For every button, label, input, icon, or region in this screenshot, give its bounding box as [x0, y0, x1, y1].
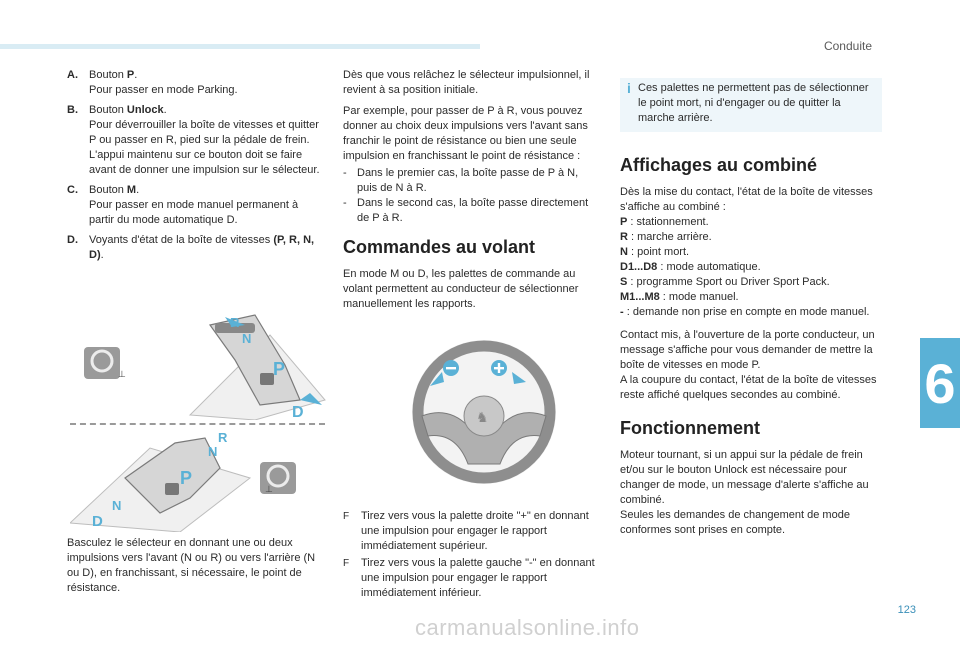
section-heading-display: Affichages au combiné [620, 155, 818, 175]
svg-text:N: N [112, 498, 122, 513]
chapter-tab: 6 [920, 338, 960, 428]
state-item: S : programme Sport ou Driver Sport Pack. [620, 276, 830, 288]
left-column [67, 68, 325, 268]
instruction-item: F Tirez vers vous la palette droite "+" en donnant une impulsion pour engager le rapport immédiatement supérieur. [343, 510, 589, 552]
state-item: N : point mort. [620, 246, 690, 258]
info-note-text: Ces palettes ne permettent pas de sélectionner le point mort, ni d'engager ou de quitter la marche arrière. [638, 82, 869, 124]
definition-text: Pour passer en mode manuel permanent à partir du mode automatique D. [89, 199, 299, 226]
state-list [620, 215, 882, 320]
operation-paragraph-2: Seules les demandes de changement de mode conformes sont prises en compte. [620, 509, 850, 536]
gear-selector-illustration-bottom [70, 428, 330, 532]
state-item: D1...D8 : mode automatique. [620, 261, 761, 273]
contact-paragraph: Contact mis, à l'ouverture de la porte conducteur, un message s'affiche pour vous demander de mettre la boîte de vitesses en mode P. [620, 329, 875, 371]
info-note [620, 78, 882, 132]
dash-item: - Dans le second cas, la boîte passe directement de P à R. [343, 197, 589, 224]
definition-text-2: L'appui maintenu sur ce bouton doit se faire avant de donner une impulsion sur le sélecteur. [89, 149, 320, 176]
svg-text:R: R [230, 315, 240, 330]
definition-key: C. [67, 184, 78, 196]
display-intro: Dès la mise du contact, l'état de la boîte de vitesses s'affiche au combiné : [620, 186, 873, 213]
svg-text:♞: ♞ [476, 409, 489, 425]
header-accent-bar [0, 44, 480, 49]
shutdown-paragraph: A la coupure du contact, l'état de la boîte de vitesses reste affiché quelques secondes au combiné. [620, 374, 877, 401]
state-item: P : stationnement. [620, 216, 709, 228]
intro-paragraph-1: Dès que vous relâchez le sélecteur impulsionnel, il revient à sa position initiale. [343, 69, 590, 96]
section-heading-operation: Fonctionnement [620, 418, 760, 438]
svg-text:D: D [292, 404, 304, 420]
svg-text:P: P [180, 468, 193, 488]
steering-wheel-illustration [408, 336, 560, 488]
watermark: carmanualsonline.info [415, 615, 640, 640]
section-title: Conduite [823, 39, 872, 53]
definition-key: A. [67, 69, 78, 81]
state-item: M1...M8 : mode manuel. [620, 291, 739, 303]
state-item: - : demande non prise en compte en mode manuel. [620, 306, 870, 318]
definition-a: A. Bouton P. Pour passer en mode Parking. [67, 69, 238, 96]
dash-item: - Dans le premier cas, la boîte passe de P à N, puis de N à R. [343, 167, 579, 194]
right-column [620, 78, 882, 544]
svg-text:P: P [273, 359, 286, 379]
definition-d: D. Voyants d'état de la boîte de vitesses (P, R, N, D). [67, 234, 315, 261]
state-item: R : marche arrière. [620, 231, 712, 243]
gear-selector-illustration-top [70, 305, 330, 420]
section-heading-steering: Commandes au volant [343, 237, 536, 257]
definition-key: B. [67, 104, 78, 116]
middle-column [343, 68, 601, 318]
definition-text: Pour déverrouiller la boîte de vitesses et quitter P ou passer en R, pied sur la pédale de frein. [89, 119, 319, 146]
definition-text: Pour passer en mode Parking. [89, 84, 238, 96]
svg-text:⊥: ⊥ [118, 369, 126, 379]
svg-text:R: R [218, 430, 228, 445]
info-icon: i [627, 80, 631, 96]
paddle-instructions [343, 509, 601, 603]
illustration-divider [70, 423, 325, 425]
operation-paragraph: Moteur tournant, si un appui sur la pédale de frein et/ou sur le bouton Unlock est nécessaire pour changer de mode, un message d'alerte s'affiche au combiné. [620, 449, 869, 506]
svg-text:N: N [242, 331, 252, 346]
steering-paragraph: En mode M ou D, les palettes de commande au volant permettent au conducteur de sélectionner manuellement les rapports. [343, 268, 579, 310]
definition-c: C. Bouton M. Pour passer en mode manuel permanent à partir du mode automatique D. [67, 184, 299, 226]
selector-caption: Basculez le sélecteur en donnant une ou deux impulsions vers l'avant (N ou R) ou vers l'arrière (N ou D), en franchissant, si nécessaire, le point de résistance. [67, 537, 316, 594]
definition-key: D. [67, 234, 78, 246]
page-number: 123 [897, 604, 916, 616]
intro-paragraph-2: Par exemple, pour passer de P à R, vous pouvez donner au choix deux impulsions vers l'avant sans franchir le point de résistance ou bien une seule impulsion en franchissant le point de résistance : [343, 105, 588, 162]
definition-b: B. Bouton Unlock. Pour déverrouiller la boîte de vitesses et quitter P ou passer en R, pied sur la pédale de frein. L'appui maintenu sur ce bouton doit se faire avant de donner une impulsion sur le sélecteur. [67, 104, 320, 176]
svg-text:N: N [208, 444, 218, 459]
svg-text:D: D [92, 513, 103, 530]
instruction-item: F Tirez vers vous la palette gauche "-" en donnant une impulsion pour engager le rapport immédiatement inférieur. [343, 557, 595, 599]
svg-text:⊥: ⊥ [265, 484, 273, 494]
